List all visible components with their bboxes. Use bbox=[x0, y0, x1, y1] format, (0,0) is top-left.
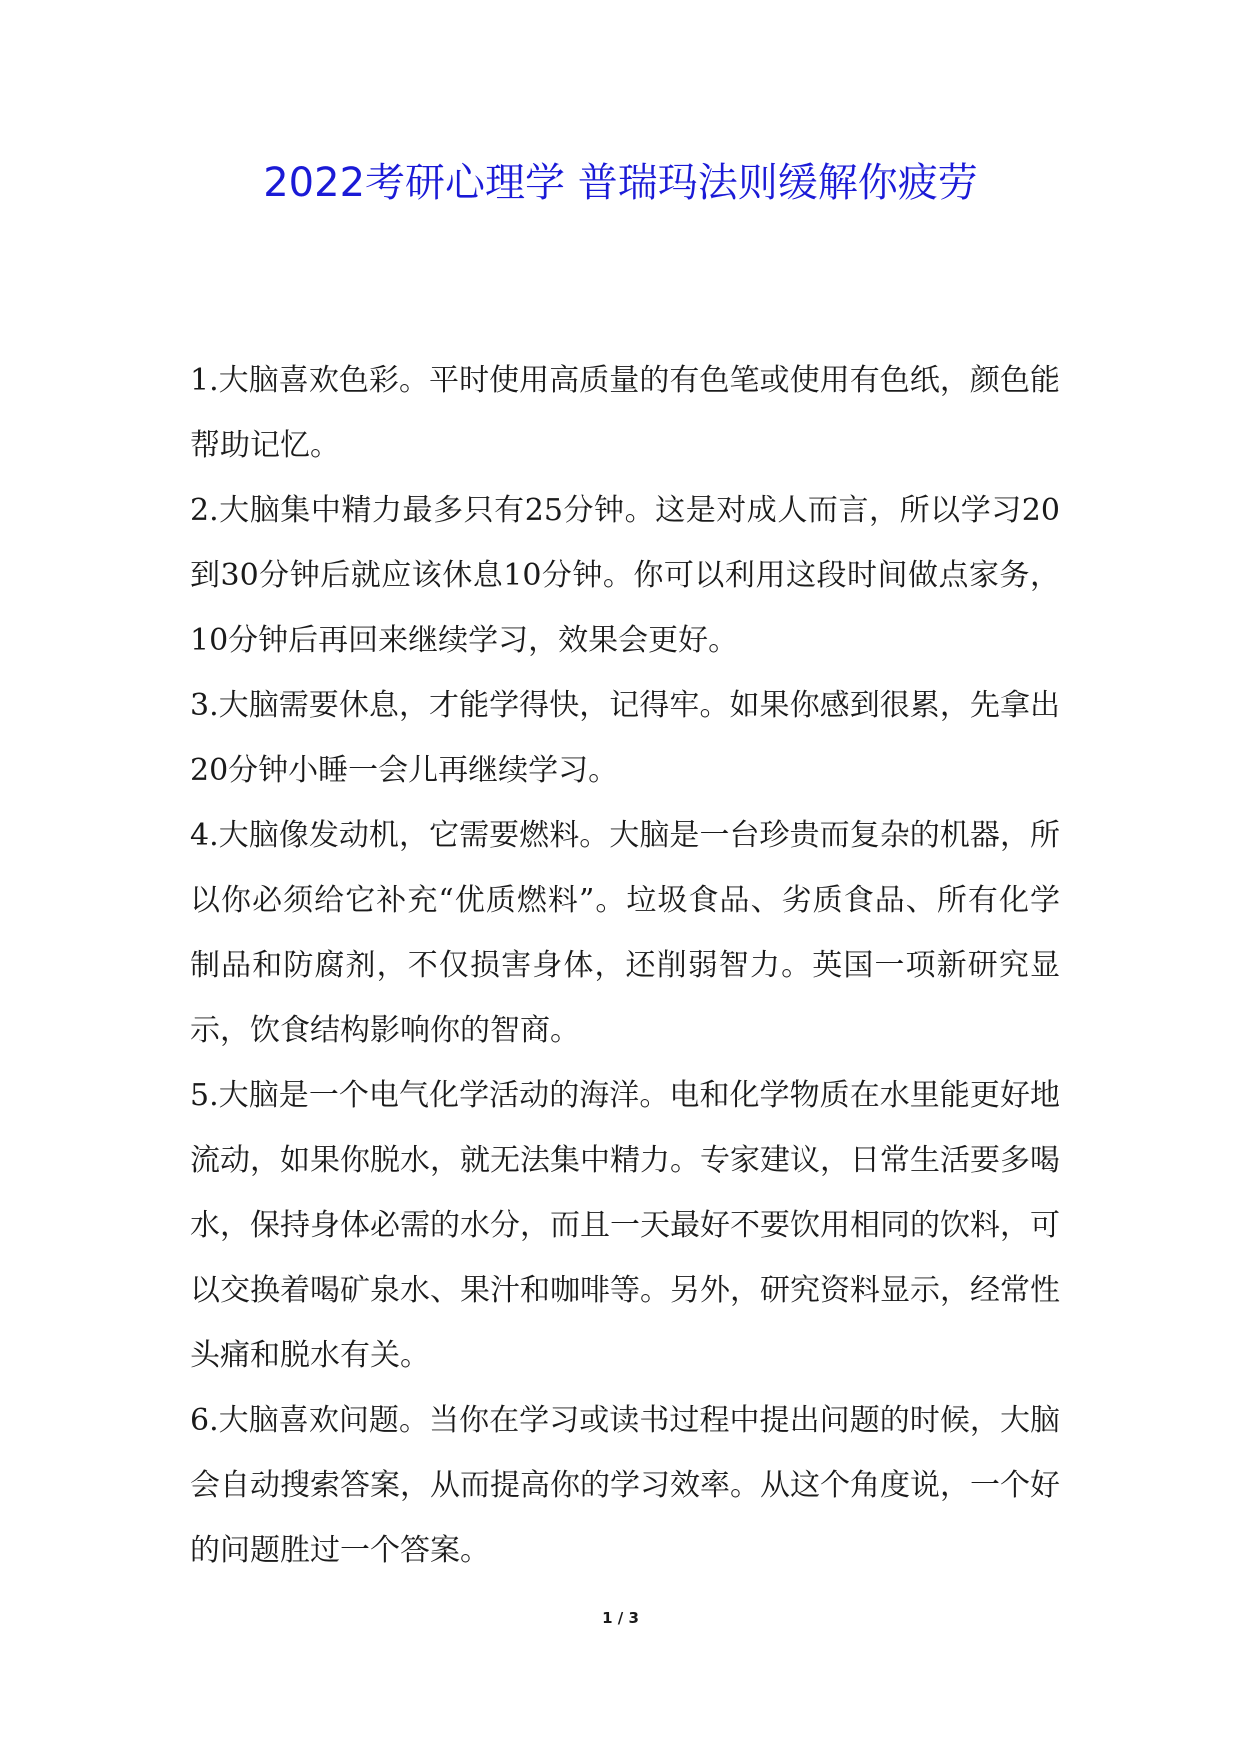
paragraph-3: 3.大脑需要休息，才能学得快，记得牢。如果你感到很累，先拿出20分钟小睡一会儿再继续学习。 bbox=[190, 688, 1060, 788]
paragraph-2: 2.大脑集中精力最多只有25分钟。这是对成人而言，所以学习20到30分钟后就应该休息10分钟。你可以利用这段时间做点家务，10分钟后再回来继续学习，效果会更好。 bbox=[190, 493, 1060, 658]
paragraph-5: 5.大脑是一个电气化学活动的海洋。电和化学物质在水里能更好地流动，如果你脱水，就无法集中精力。专家建议，日常生活要多喝水，保持身体必需的水分，而且一天最好不要饮用相同的饮料，可以交换着喝矿泉水、果汁和咖啡等。另外，研究资料显示，经常性头痛和脱水有关。 bbox=[190, 1078, 1060, 1373]
document-title: 2022考研心理学 普瑞玛法则缓解你疲劳 bbox=[263, 160, 978, 206]
paragraph-1: 1.大脑喜欢色彩。平时使用高质量的有色笔或使用有色纸，颜色能帮助记忆。 bbox=[190, 363, 1060, 463]
paragraph-4: 4.大脑像发动机，它需要燃料。大脑是一台珍贵而复杂的机器，所以你必须给它补充“优质燃料”。垃圾食品、劣质食品、所有化学制品和防腐剂，不仅损害身体，还削弱智力。英国一项新研究显示，饮食结构影响你的智商。 bbox=[190, 818, 1060, 1048]
document-body bbox=[190, 348, 1060, 1583]
paragraph-6: 6.大脑喜欢问题。当你在学习或读书过程中提出问题的时候，大脑会自动搜索答案，从而提高你的学习效率。从这个角度说，一个好的问题胜过一个答案。 bbox=[190, 1403, 1060, 1568]
page-number: 1 / 3 bbox=[602, 1609, 639, 1627]
